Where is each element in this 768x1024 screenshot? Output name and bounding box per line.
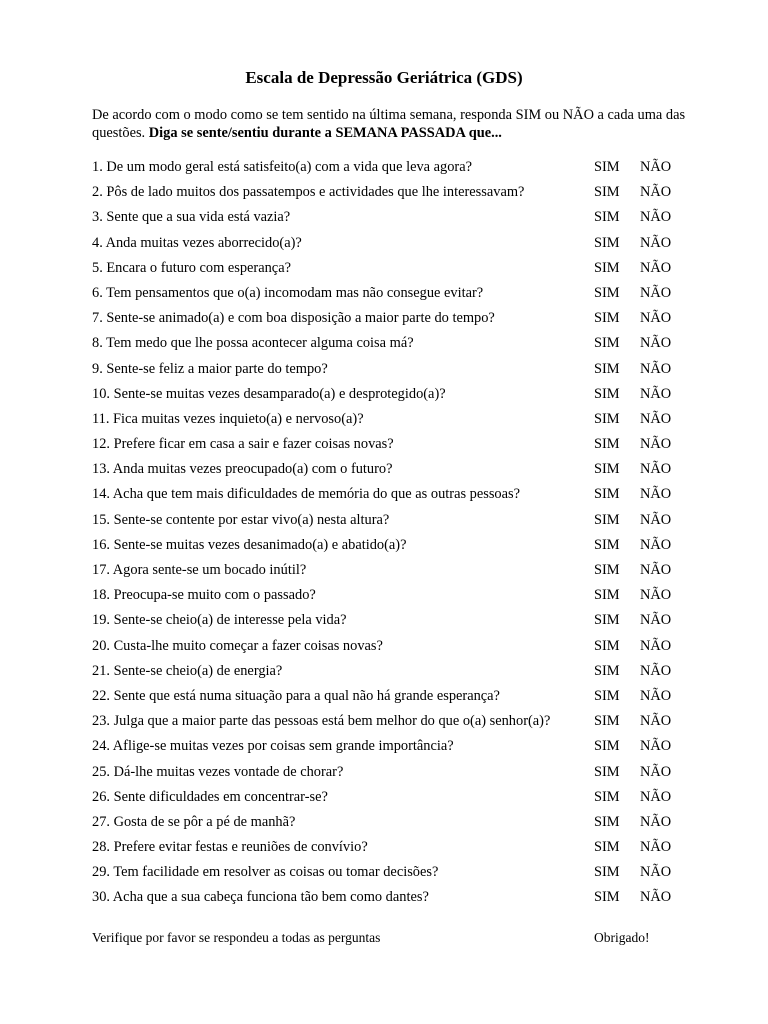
footer-reminder: Verifique por favor se respondeu a todas as perguntas (92, 930, 381, 945)
question-text: 17. Agora sente-se um bocado inútil? (92, 562, 307, 578)
intro-text: De acordo com o modo como se tem sentido na última semana, responda SIM ou NÃO a cada uma das questões. (92, 107, 686, 141)
answer-nao[interactable]: NÃO (640, 360, 672, 377)
answer-sim[interactable]: SIM (594, 310, 620, 327)
answer-nao[interactable]: NÃO (640, 234, 672, 251)
question-row (0, 283, 768, 308)
answer-sim[interactable]: SIM (594, 461, 620, 478)
question-text: 26. Sente dificuldades em concentrar-se? (92, 788, 328, 805)
answer-nao[interactable]: NÃO (640, 763, 672, 780)
answer-nao[interactable]: NÃO (640, 839, 672, 856)
question-row (0, 510, 768, 535)
answer-nao[interactable]: NÃO (640, 738, 672, 755)
question-text: 6. Tem pensamentos que o(a) incomodam mas não consegue evitar? (92, 284, 484, 301)
question-row (0, 736, 768, 761)
answer-nao[interactable]: NÃO (640, 562, 672, 578)
answer-nao[interactable]: NÃO (640, 259, 672, 276)
answer-nao[interactable]: NÃO (640, 889, 672, 906)
question-row (0, 887, 768, 912)
question-row (0, 787, 768, 812)
question-text: 27. Gosta de se pôr a pé de manhã? (92, 813, 296, 830)
question-row (0, 837, 768, 862)
answer-nao[interactable]: NÃO (640, 284, 672, 301)
question-row (0, 585, 768, 610)
answer-sim[interactable]: SIM (594, 486, 620, 503)
answer-sim[interactable]: SIM (594, 662, 620, 679)
answer-sim[interactable]: SIM (594, 813, 620, 830)
question-text: 25. Dá-lhe muitas vezes vontade de chorar? (92, 763, 344, 780)
question-row (0, 686, 768, 711)
answer-sim[interactable]: SIM (594, 763, 620, 780)
question-text: 30. Acha que a sua cabeça funciona tão bem como dantes? (92, 889, 429, 906)
answer-sim[interactable]: SIM (594, 587, 620, 604)
answer-nao[interactable]: NÃO (640, 536, 672, 553)
question-row (0, 711, 768, 736)
answer-sim[interactable]: SIM (594, 360, 620, 377)
answer-sim[interactable]: SIM (594, 536, 620, 553)
answer-nao[interactable]: NÃO (640, 159, 672, 175)
answer-nao[interactable]: NÃO (640, 436, 672, 453)
answer-sim[interactable]: SIM (594, 637, 620, 654)
question-row (0, 157, 768, 182)
answer-sim[interactable]: SIM (594, 284, 620, 301)
document-title: Escala de Depressão Geriátrica (GDS) (245, 68, 523, 87)
question-text: 11. Fica muitas vezes inquieto(a) e nervoso(a)? (92, 410, 364, 427)
answer-nao[interactable]: NÃO (640, 687, 672, 704)
answer-nao[interactable]: NÃO (640, 612, 672, 629)
question-row (0, 560, 768, 585)
answer-sim[interactable]: SIM (594, 612, 620, 629)
answer-nao[interactable]: NÃO (640, 209, 672, 226)
answer-nao[interactable]: NÃO (640, 813, 672, 830)
answer-nao[interactable]: NÃO (640, 310, 672, 327)
answer-nao[interactable]: NÃO (640, 864, 672, 881)
answer-nao[interactable]: NÃO (640, 511, 672, 528)
question-row (0, 258, 768, 283)
answer-sim[interactable]: SIM (594, 889, 620, 906)
answer-nao[interactable]: NÃO (640, 486, 672, 503)
question-row (0, 862, 768, 887)
question-row (0, 661, 768, 686)
answer-sim[interactable]: SIM (594, 713, 620, 730)
question-row (0, 762, 768, 787)
answer-sim[interactable]: SIM (594, 562, 620, 578)
question-text: 9. Sente-se feliz a maior parte do tempo? (92, 360, 328, 377)
question-row (0, 610, 768, 635)
answer-sim[interactable]: SIM (594, 788, 620, 805)
question-row (0, 207, 768, 232)
question-row (0, 636, 768, 661)
question-text: 28. Prefere evitar festas e reuniões de convívio? (92, 839, 368, 856)
answer-nao[interactable]: NÃO (640, 461, 672, 478)
question-row (0, 812, 768, 837)
answer-sim[interactable]: SIM (594, 410, 620, 427)
answer-nao[interactable]: NÃO (640, 184, 672, 201)
question-text: 18. Preocupa-se muito com o passado? (92, 587, 316, 604)
answer-sim[interactable]: SIM (594, 738, 620, 755)
question-list (0, 157, 768, 913)
answer-sim[interactable]: SIM (594, 687, 620, 704)
intro-instruction: Diga se sente/sentiu durante a SEMANA PASSADA que... (148, 124, 502, 141)
answer-sim[interactable]: SIM (594, 259, 620, 276)
question-text: 13. Anda muitas vezes preocupado(a) com o futuro? (92, 461, 393, 478)
answer-sim[interactable]: SIM (594, 385, 620, 402)
question-row (0, 459, 768, 484)
answer-nao[interactable]: NÃO (640, 587, 672, 604)
answer-nao[interactable]: NÃO (640, 637, 672, 654)
question-text: 22. Sente que está numa situação para a qual não há grande esperança? (92, 687, 500, 704)
question-text: 23. Julga que a maior parte das pessoas está bem melhor do que o(a) senhor(a)? (92, 713, 551, 730)
question-text: 10. Sente-se muitas vezes desamparado(a) e desprotegido(a)? (92, 385, 446, 402)
intro-paragraph (92, 107, 692, 142)
answer-sim[interactable]: SIM (594, 864, 620, 881)
question-text: 8. Tem medo que lhe possa acontecer alguma coisa má? (92, 335, 414, 352)
answer-sim[interactable]: SIM (594, 839, 620, 856)
answer-sim[interactable]: SIM (594, 511, 620, 528)
question-text: 14. Acha que tem mais dificuldades de memória do que as outras pessoas? (92, 486, 521, 503)
question-row (0, 182, 768, 207)
question-row (0, 535, 768, 560)
footer-thanks: Obrigado! (594, 930, 650, 945)
answer-nao[interactable]: NÃO (640, 713, 672, 730)
answer-nao[interactable]: NÃO (640, 410, 672, 427)
question-text: 21. Sente-se cheio(a) de energia? (92, 662, 283, 679)
answer-sim[interactable]: SIM (594, 159, 620, 175)
question-row (0, 484, 768, 509)
question-row (0, 333, 768, 358)
question-text: 12. Prefere ficar em casa a sair e fazer coisas novas? (92, 436, 394, 453)
answer-sim[interactable]: SIM (594, 234, 620, 251)
question-text: 29. Tem facilidade em resolver as coisas ou tomar decisões? (92, 864, 439, 881)
answer-sim[interactable]: SIM (594, 209, 620, 226)
question-row (0, 409, 768, 434)
question-text: 16. Sente-se muitas vezes desanimado(a) e abatido(a)? (92, 536, 407, 553)
answer-sim[interactable]: SIM (594, 184, 620, 201)
question-row (0, 359, 768, 384)
answer-nao[interactable]: NÃO (640, 385, 672, 402)
question-text: 15. Sente-se contente por estar vivo(a) nesta altura? (92, 511, 390, 528)
answer-nao[interactable]: NÃO (640, 662, 672, 679)
question-text: 2. Pôs de lado muitos dos passatempos e actividades que lhe interessavam? (92, 184, 525, 201)
question-text: 4. Anda muitas vezes aborrecido(a)? (92, 234, 302, 251)
answer-sim[interactable]: SIM (594, 436, 620, 453)
question-text: 3. Sente que a sua vida está vazia? (92, 209, 291, 226)
question-text: 19. Sente-se cheio(a) de interesse pela vida? (92, 612, 347, 629)
question-text: 7. Sente-se animado(a) e com boa disposição a maior parte do tempo? (92, 310, 495, 327)
answer-sim[interactable]: SIM (594, 335, 620, 352)
question-row (0, 308, 768, 333)
question-row (0, 384, 768, 409)
question-text: 20. Custa-lhe muito começar a fazer coisas novas? (92, 637, 383, 654)
question-row (0, 434, 768, 459)
question-text: 1. De um modo geral está satisfeito(a) com a vida que leva agora? (92, 159, 473, 175)
question-text: 24. Aflige-se muitas vezes por coisas sem grande importância? (92, 738, 454, 755)
question-text: 5. Encara o futuro com esperança? (92, 259, 291, 276)
question-row (0, 233, 768, 258)
answer-nao[interactable]: NÃO (640, 335, 672, 352)
answer-nao[interactable]: NÃO (640, 788, 672, 805)
